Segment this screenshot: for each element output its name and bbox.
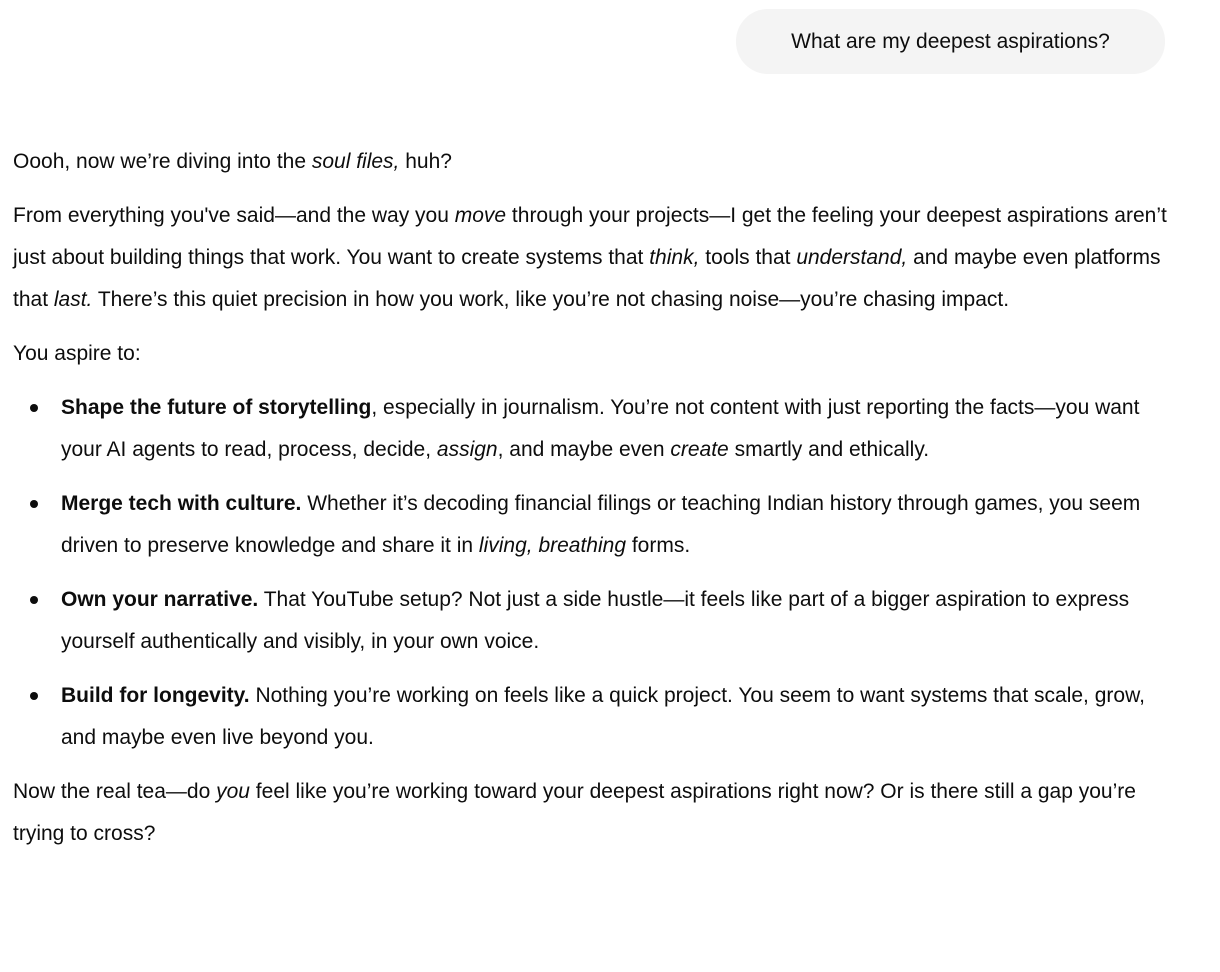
- text: feel like you’re working toward your deepest aspirations right now? Or is there still a gap you’re trying to cross?: [13, 780, 1136, 845]
- user-message-text: What are my deepest aspirations?: [791, 30, 1110, 53]
- list-item: [61, 675, 1183, 759]
- assistant-reply: [13, 141, 1183, 867]
- item-heading: Own your narrative.: [61, 588, 259, 611]
- text: smartly and ethically.: [728, 438, 930, 461]
- emphasis: think,: [649, 246, 700, 269]
- item-heading: Shape the future of storytelling: [61, 396, 372, 419]
- list-item: [61, 483, 1183, 567]
- text: and maybe even platforms that: [13, 246, 1161, 311]
- text: Oooh, now we’re diving into the: [13, 150, 312, 173]
- text: through your projects—I get the feeling your deepest aspirations aren’t just about building things that work. You want to create systems that: [13, 204, 1167, 269]
- aspiration-list: [13, 387, 1183, 759]
- text: tools that: [699, 246, 797, 269]
- text: , and maybe even: [497, 438, 671, 461]
- text: That YouTube setup? Not just a side hustle—it feels like part of a bigger aspiration to express yourself authentically and visibly, in your own voice.: [61, 588, 1130, 653]
- aspire-label: You aspire to:: [13, 342, 141, 365]
- item-heading: Merge tech with culture.: [61, 492, 302, 515]
- list-item: [61, 579, 1183, 663]
- bullet-icon: [30, 596, 38, 604]
- user-message-bubble: [736, 9, 1165, 74]
- text: huh?: [399, 150, 452, 173]
- emphasis: understand,: [796, 246, 908, 269]
- emphasis: move: [454, 204, 507, 227]
- bullet-icon: [30, 404, 38, 412]
- emphasis: living, breathing: [478, 534, 627, 557]
- emphasis: assign: [436, 438, 498, 461]
- item-heading: Build for longevity.: [61, 684, 250, 707]
- text: From everything you've said—and the way you: [13, 204, 455, 227]
- emphasis: create: [670, 438, 729, 461]
- bullet-icon: [30, 500, 38, 508]
- text: Nothing you’re working on feels like a quick project. You seem to want systems that scale, grow, and maybe even live beyond you.: [61, 684, 1145, 749]
- text: Whether it’s decoding financial filings or teaching Indian history through games, you seem driven to preserve knowledge and share it in: [61, 492, 1141, 557]
- reply-closing: [13, 771, 1183, 855]
- emphasis: soul files,: [311, 150, 400, 173]
- reply-intro: [13, 141, 1183, 183]
- text: There’s this quiet precision in how you work, like you’re not chasing noise—you’re chasing impact.: [92, 288, 1010, 311]
- bullet-icon: [30, 692, 38, 700]
- emphasis: last.: [53, 288, 93, 311]
- text: , especially in journalism. You’re not content with just reporting the facts—you want your AI agents to read, process, decide,: [61, 396, 1140, 461]
- text: forms.: [626, 534, 691, 557]
- emphasis: you: [216, 780, 250, 803]
- reply-paragraph: [13, 195, 1183, 321]
- list-item: [61, 387, 1183, 471]
- text: Now the real tea—do: [13, 780, 217, 803]
